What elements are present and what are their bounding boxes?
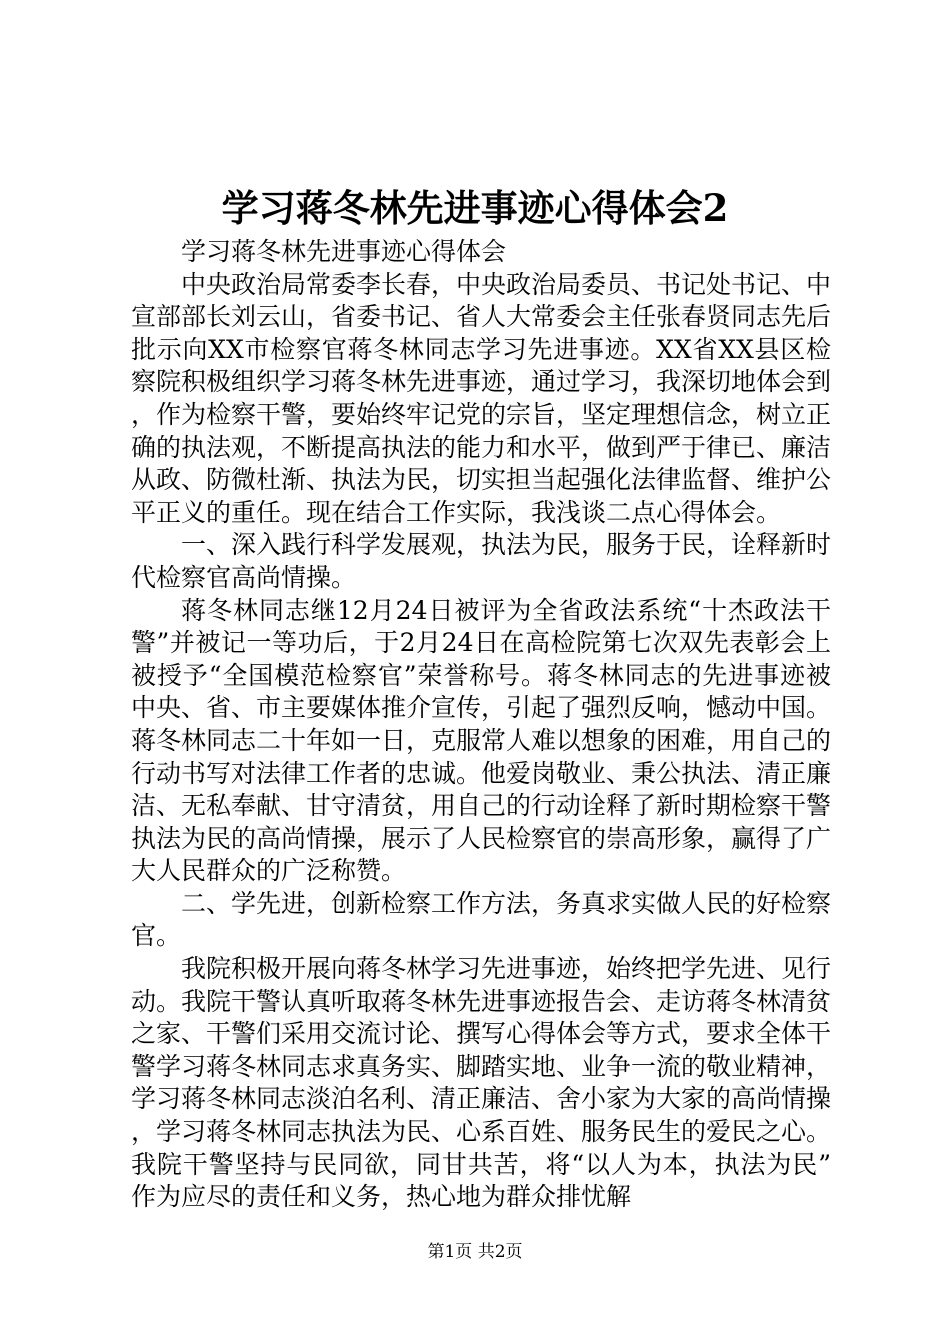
paragraph-intro: 中央政治局常委李长春，中央政治局委员、书记处书记、中宣部部长刘云山，省委书记、省人大常委会主任张春贤同志先后批示向XX市检察官蒋冬林同志学习先进事迹。XX省XX县区检察院积极组织学习蒋冬林先进事迹，通过学习，我深切地体会到，作为检察干警，要始终牢记党的宗旨，坚定理想信念，树立正确的执法观，不断提高执法的能力和水平，做到严于律已、廉洁从政、防微杜渐、执法为民，切实担当起强化法律监督、维护公平正义的重任。现在结合工作实际，我浅谈二点心得体会。 — [131, 269, 832, 527]
page-number-footer: 第1页 共2页 — [427, 1242, 523, 1262]
paragraph-section-2: 我院积极开展向蒋冬林学习先进事迹，始终把学先进、见行动。我院干警认真听取蒋冬林先进事迹报告会、走访蒋冬林清贫之家、干警们采用交流讨论、撰写心得体会等方式，要求全体干警学习蒋冬林同志求真务实、脚踏实地、业争一流的敬业精神，学习蒋冬林同志淡泊名利、清正廉洁、舍小家为大家的高尚情操，学习蒋冬林同志执法为民、心系百姓、服务民生的爱民之心。我院干警坚持与民同欲，同甘共苦，将“以人为本，执法为民”作为应尽的责任和义务，热心地为群众排忧解 — [131, 954, 832, 1212]
document-body — [131, 236, 831, 1214]
section-heading-2: 二、学先进，创新检察工作方法，务真求实做人民的好检察官。 — [131, 888, 832, 951]
section-heading-1: 一、深入践行科学发展观，执法为民，服务于民，诠释新时代检察官高尚情操。 — [131, 530, 832, 592]
paragraph-section-1: 蒋冬林同志继12月24日被评为全省政法系统“十杰政法干警”并被记一等功后，于2月24日在高检院第七次双先表彰会上被授予“全国模范检察官”荣誉称号。蒋冬林同志的先进事迹被中央、省、市主要媒体推介宣传，引起了强烈反响，憾动中国。蒋冬林同志二十年如一日，克服常人难以想象的困难，用自己的行动书写对法律工作者的忠诚。他爱岗敬业、秉公执法、清正廉洁、无私奉献、甘守清贫，用自己的行动诠释了新时期检察干警执法为民的高尚情操，展示了人民检察官的崇高形象，赢得了广大人民群众的广泛称赞。 — [131, 595, 832, 886]
paragraph-subtitle: 学习蒋冬林先进事迹心得体会 — [181, 237, 507, 266]
document-title: 学习蒋冬林先进事迹心得体会2 — [221, 186, 729, 230]
